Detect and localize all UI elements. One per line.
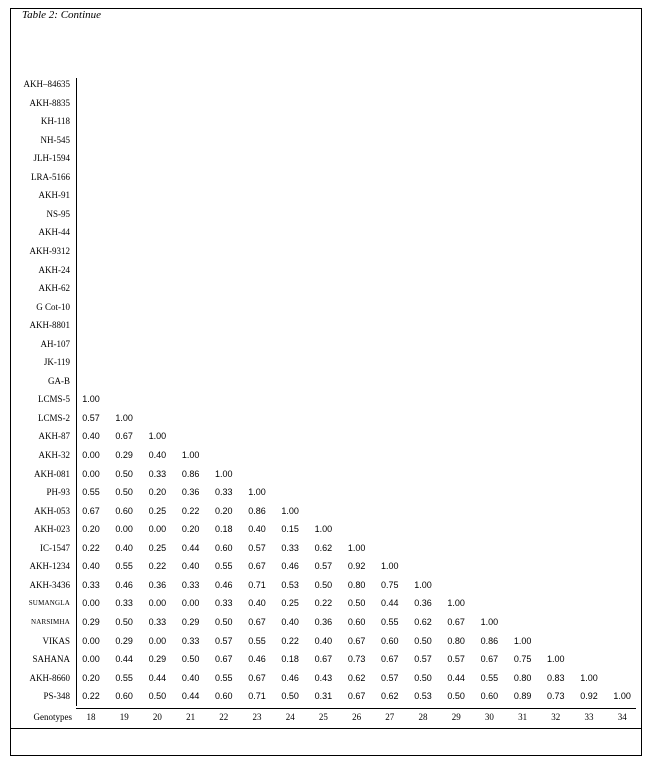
matrix-cell: 0.29	[181, 616, 200, 627]
matrix-cell: 0.50	[148, 691, 167, 702]
matrix-cell: 0.33	[82, 579, 100, 590]
matrix-cell: 0.20	[82, 672, 100, 683]
column-label: 22	[219, 712, 229, 722]
matrix-cell: 1.00	[82, 394, 100, 405]
row-label: AKH-87	[38, 431, 70, 442]
column-label: 27	[385, 712, 395, 722]
matrix-cell: 0.55	[215, 561, 233, 572]
matrix-cell: 1.00	[181, 450, 200, 460]
matrix-cell: 0.33	[281, 542, 299, 553]
row-label: NARSIMHA	[31, 617, 70, 626]
matrix-cell: 0.44	[148, 672, 167, 683]
row-axis-line	[76, 78, 77, 706]
matrix-cell: 1.00	[115, 412, 133, 423]
row-label: AKH-24	[38, 264, 70, 275]
matrix-cell: 0.40	[82, 561, 100, 572]
matrix-cell: 0.53	[281, 579, 299, 590]
matrix-cell: 0.40	[248, 524, 266, 535]
matrix-cell: 0.67	[248, 561, 266, 572]
matrix-cell: 0.18	[215, 524, 233, 535]
matrix-cell: 1.00	[480, 616, 499, 627]
matrix-cell: 0.29	[82, 616, 100, 627]
matrix-cell: 1.00	[447, 598, 465, 609]
matrix-cell: 0.71	[248, 579, 266, 590]
matrix-cell: 0.60	[115, 691, 133, 702]
matrix-cell: 0.00	[148, 524, 167, 535]
matrix-cell: 0.67	[381, 654, 399, 665]
matrix-cell: 0.60	[215, 691, 233, 702]
matrix-cell: 0.33	[215, 598, 233, 609]
matrix-cell: 0.40	[181, 561, 200, 572]
footer-rule	[10, 728, 642, 729]
row-label: GA-B	[48, 375, 70, 386]
matrix-cell: 0.67	[347, 635, 366, 646]
matrix-cell: 0.40	[115, 542, 133, 553]
matrix-cell: 0.89	[513, 691, 532, 702]
matrix-cell: 0.71	[248, 691, 266, 702]
column-axis-line	[76, 708, 636, 709]
matrix-cell: 0.67	[215, 654, 233, 665]
matrix-cell: 0.25	[148, 542, 167, 553]
matrix-cell: 0.50	[115, 487, 133, 498]
row-label: AKH-8801	[29, 320, 70, 331]
matrix-cell: 0.92	[347, 561, 366, 572]
column-label: 21	[186, 712, 196, 722]
matrix-cell: 0.00	[82, 635, 100, 646]
matrix-cell: 0.62	[347, 672, 366, 683]
matrix-cell: 0.00	[148, 635, 167, 646]
matrix-cell: 1.00	[347, 542, 366, 553]
matrix-cell: 0.86	[181, 468, 200, 479]
matrix-cell: 0.46	[115, 579, 133, 590]
matrix-cell: 0.57	[314, 561, 333, 572]
matrix-cell: 0.86	[248, 505, 266, 516]
matrix-cell: 0.50	[447, 691, 465, 702]
matrix-cell: 0.36	[314, 616, 333, 627]
row-label: G Cot-10	[36, 301, 70, 312]
matrix-cell: 0.15	[281, 524, 299, 535]
matrix-cell: 0.62	[381, 691, 399, 702]
row-label: AKH-8660	[29, 672, 70, 683]
matrix-cell: 0.55	[215, 672, 233, 683]
column-label: 31	[518, 712, 528, 722]
matrix-cell: 0.33	[148, 616, 167, 627]
matrix-cell: 0.75	[513, 654, 532, 665]
matrix-cell: 0.29	[115, 635, 133, 646]
column-label: 18	[86, 712, 96, 722]
matrix-cell: 0.33	[181, 635, 200, 646]
row-label: IC-1547	[40, 542, 70, 553]
matrix-cell: 0.40	[281, 616, 299, 627]
matrix-cell: 0.57	[82, 412, 100, 423]
matrix-cell: 0.29	[115, 450, 133, 460]
row-label: PH-93	[46, 487, 70, 498]
matrix-cell: 0.55	[82, 487, 100, 498]
row-label: AKH-9312	[29, 245, 70, 256]
matrix-cell: 0.55	[115, 561, 133, 572]
matrix-cell: 0.67	[347, 691, 366, 702]
column-label: 33	[584, 712, 594, 722]
matrix-cell: 0.80	[447, 635, 465, 646]
matrix-cell: 0.50	[115, 616, 133, 627]
matrix-cell: 0.50	[115, 468, 133, 479]
table-caption: Table 2: Continue	[22, 9, 102, 21]
row-label: SUMANGLA	[28, 599, 70, 608]
matrix-cell: 0.73	[347, 654, 366, 665]
matrix-cell: 0.18	[281, 654, 299, 665]
matrix-cell: 0.86	[480, 635, 499, 646]
matrix-cell: 1.00	[513, 635, 532, 646]
matrix-cell: 0.00	[181, 598, 200, 609]
matrix-cell: 0.00	[148, 598, 167, 609]
column-label: 20	[152, 712, 162, 722]
column-label: 25	[318, 712, 328, 722]
column-label: 26	[352, 712, 362, 722]
matrix-cell: 0.55	[480, 672, 499, 683]
row-label: AKH-3436	[29, 579, 70, 590]
matrix-cell: 0.67	[115, 431, 133, 442]
row-label: AH-107	[40, 338, 70, 349]
matrix-cell: 0.25	[148, 505, 167, 516]
matrix-cell: 0.44	[381, 598, 399, 609]
matrix-cell: 0.00	[115, 524, 133, 535]
matrix-cell: 0.60	[215, 542, 233, 553]
row-label: AKH-1234	[29, 561, 70, 572]
matrix-cell: 0.40	[181, 672, 200, 683]
matrix-cell: 1.00	[414, 579, 432, 590]
row-label: AKH–84635	[23, 79, 70, 89]
matrix-cell: 0.50	[215, 616, 233, 627]
matrix-cell: 1.00	[613, 691, 631, 702]
matrix-cell: 0.33	[181, 579, 200, 590]
matrix-cell: 0.67	[480, 654, 499, 665]
matrix-cell: 0.57	[215, 635, 233, 646]
row-label: PS-348	[43, 691, 70, 702]
row-label: JK-119	[43, 357, 70, 368]
matrix-cell: 0.62	[314, 542, 333, 553]
matrix-cell: 0.22	[314, 598, 333, 609]
genotypes-header: Genotypes	[33, 712, 72, 722]
matrix-cell: 0.92	[580, 691, 598, 702]
matrix-cell: 0.75	[381, 579, 399, 590]
matrix-cell: 1.00	[381, 561, 399, 572]
row-label: AKH-053	[34, 505, 70, 516]
matrix-cell: 0.67	[314, 654, 333, 665]
matrix-cell: 0.67	[82, 505, 100, 516]
matrix-cell: 1.00	[148, 431, 167, 442]
matrix-cell: 0.22	[82, 542, 100, 553]
matrix-cell: 0.67	[248, 616, 266, 627]
matrix-cell: 0.20	[181, 524, 200, 535]
matrix-cell: 0.33	[148, 468, 167, 479]
matrix-cell: 0.46	[281, 561, 299, 572]
matrix-cell: 0.44	[181, 691, 200, 702]
matrix-cell: 0.53	[414, 691, 432, 702]
column-label: 30	[484, 712, 494, 722]
matrix-cell: 0.36	[414, 598, 432, 609]
matrix-cell: 0.50	[414, 635, 432, 646]
row-label: NS-95	[46, 208, 70, 219]
matrix-cell: 0.22	[281, 635, 299, 646]
matrix-cell: 0.20	[82, 524, 100, 535]
matrix-cell: 0.46	[281, 672, 299, 683]
matrix-cell: 0.40	[248, 598, 266, 609]
matrix-cell: 0.36	[148, 579, 167, 590]
matrix-cell: 0.31	[314, 691, 333, 702]
row-label: VIKAS	[42, 635, 70, 646]
row-label: AKH-32	[38, 450, 70, 460]
column-label: 24	[285, 712, 295, 722]
matrix-cell: 0.44	[447, 672, 465, 683]
matrix-cell: 1.00	[215, 468, 233, 479]
matrix-cell: 0.50	[281, 691, 299, 702]
matrix-cell: 0.40	[314, 635, 333, 646]
matrix-cell: 0.57	[447, 654, 465, 665]
matrix-cell: 0.60	[347, 616, 366, 627]
matrix-cell: 0.60	[381, 635, 399, 646]
matrix-cell: 0.33	[215, 487, 233, 498]
column-label: 19	[119, 712, 129, 722]
matrix-cell: 0.00	[82, 598, 100, 609]
matrix-cell: 0.57	[381, 672, 399, 683]
matrix-cell: 0.20	[148, 487, 167, 498]
matrix-cell: 0.55	[115, 672, 133, 683]
row-label: LCMS-5	[37, 394, 70, 405]
matrix-cell: 1.00	[281, 505, 299, 516]
row-label: AKH-44	[38, 227, 70, 238]
matrix-cell: 0.80	[513, 672, 532, 683]
matrix-cell: 0.25	[281, 598, 299, 609]
matrix-cell: 0.36	[181, 487, 200, 498]
matrix-cell: 0.50	[414, 672, 432, 683]
column-label: 32	[551, 712, 561, 722]
row-label: AKH-8835	[29, 97, 70, 108]
row-label: AKH-62	[38, 283, 70, 294]
matrix-cell: 0.50	[181, 654, 200, 665]
matrix-cell: 0.44	[115, 654, 133, 665]
row-label: AKH-081	[34, 468, 70, 479]
column-label: 29	[451, 712, 461, 722]
matrix-cell: 0.60	[480, 691, 499, 702]
matrix-cell: 0.44	[181, 542, 200, 553]
matrix-cell: 0.40	[82, 431, 100, 442]
matrix-cell: 0.22	[82, 691, 100, 702]
matrix-cell: 0.22	[181, 505, 200, 516]
matrix-cell: 1.00	[248, 487, 266, 498]
matrix-cell: 0.20	[215, 505, 233, 516]
row-label: SAHANA	[32, 654, 70, 665]
matrix-cell: 0.00	[82, 468, 100, 479]
matrix-cell: 0.40	[148, 450, 167, 460]
matrix-cell: 0.00	[82, 450, 100, 460]
matrix-cell: 0.60	[115, 505, 133, 516]
matrix-cell: 1.00	[314, 524, 333, 535]
matrix-cell: 0.57	[248, 542, 266, 553]
matrix-cell: 0.62	[414, 616, 432, 627]
matrix-cell: 0.43	[314, 672, 333, 683]
row-label: AKH-023	[34, 524, 70, 535]
matrix-cell: 0.50	[314, 579, 333, 590]
row-label: NH-545	[40, 134, 70, 145]
row-label: KH-118	[40, 116, 70, 127]
row-label: LRA-5166	[31, 171, 70, 182]
column-label: 34	[617, 712, 627, 722]
matrix-cell: 0.83	[547, 672, 565, 683]
matrix-cell: 1.00	[547, 654, 565, 665]
matrix-cell: 1.00	[580, 672, 598, 683]
matrix-cell: 0.55	[381, 616, 399, 627]
matrix-cell: 0.22	[148, 561, 167, 572]
matrix-cell: 0.50	[347, 598, 366, 609]
matrix-cell: 0.46	[215, 579, 233, 590]
matrix-cell: 0.73	[547, 691, 565, 702]
row-label: AKH-91	[38, 190, 70, 201]
row-label: JLH-1594	[33, 153, 70, 164]
matrix-cell: 0.80	[347, 579, 366, 590]
matrix-cell: 0.67	[248, 672, 266, 683]
matrix-cell: 0.00	[82, 654, 100, 665]
matrix-cell: 0.46	[248, 654, 266, 665]
matrix-cell: 0.29	[148, 654, 167, 665]
row-label: LCMS-2	[37, 412, 70, 423]
matrix-cell: 0.33	[115, 598, 133, 609]
matrix-cell: 0.57	[414, 654, 432, 665]
column-label: 23	[252, 712, 262, 722]
matrix-cell: 0.55	[248, 635, 266, 646]
column-label: 28	[418, 712, 428, 722]
matrix-cell: 0.67	[447, 616, 465, 627]
